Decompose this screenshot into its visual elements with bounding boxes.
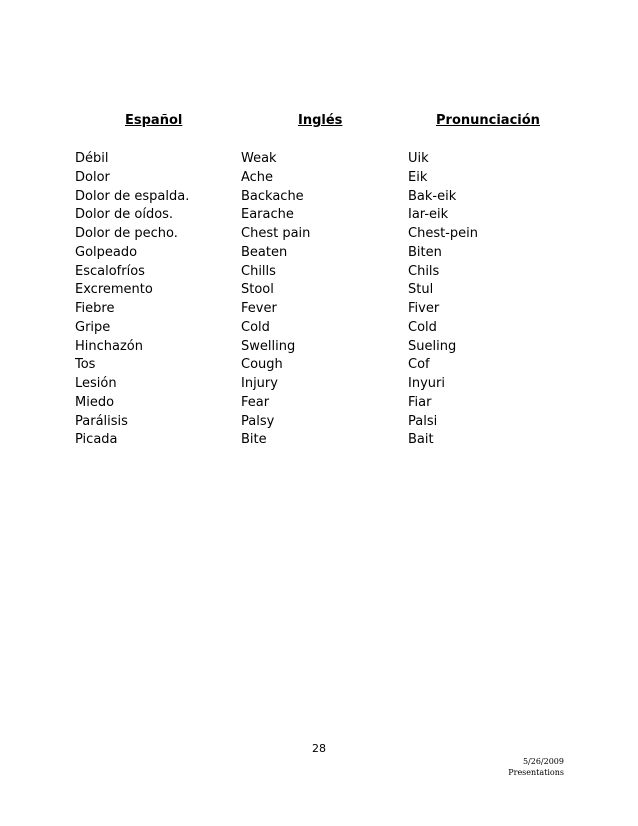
header-english: Inglés [298, 113, 343, 128]
cell-spanish: Miedo [75, 394, 115, 410]
cell-english: Bite [241, 432, 267, 448]
cell-pronunciation: Stul [408, 282, 434, 298]
cell-english: Swelling [241, 338, 296, 354]
table-row [0, 319, 638, 338]
table-row [0, 188, 638, 207]
table-row [0, 375, 638, 394]
cell-english: Stool [241, 282, 274, 298]
table-row [0, 169, 638, 188]
cell-english: Palsy [241, 413, 275, 429]
cell-pronunciation: Fiver [408, 301, 440, 316]
cell-pronunciation: Cof [408, 357, 430, 373]
cell-spanish: Golpeado [75, 244, 138, 260]
footer-label: Presentations [508, 768, 564, 777]
cell-pronunciation: Bak-eik [408, 188, 457, 204]
cell-english: Ache [241, 169, 274, 185]
cell-pronunciation: Chest-pein [408, 226, 478, 241]
cell-english: Beaten [241, 244, 288, 260]
page-number: 28 [312, 742, 326, 755]
cell-spanish: Picada [75, 432, 118, 448]
table-row [0, 356, 638, 375]
cell-pronunciation: Eik [408, 169, 428, 185]
cell-spanish: Escalofríos [75, 263, 145, 279]
footer [508, 756, 564, 778]
cell-spanish: Gripe [75, 319, 111, 335]
header-spanish: Español [125, 113, 183, 128]
table-row [0, 413, 638, 432]
cell-spanish: Lesión [75, 376, 117, 391]
cell-pronunciation: Fiar [408, 394, 432, 410]
cell-english: Cough [241, 357, 283, 373]
cell-spanish: Hinchazón [75, 338, 143, 354]
cell-spanish: Excremento [75, 282, 153, 298]
table-row [0, 244, 638, 263]
table-row [0, 150, 638, 169]
cell-spanish: Dolor de espalda. [75, 188, 190, 204]
cell-pronunciation: Chils [408, 263, 440, 279]
cell-pronunciation: Bait [408, 432, 434, 448]
cell-spanish: Parálisis [75, 413, 128, 429]
cell-pronunciation: Sueling [408, 338, 457, 354]
cell-spanish: Dolor de oídos. [75, 207, 174, 223]
table-row [0, 206, 638, 225]
table-row [0, 225, 638, 244]
header-pronunciation: Pronunciación [436, 113, 540, 128]
cell-spanish: Fiebre [75, 301, 115, 316]
cell-pronunciation: Uik [408, 151, 429, 166]
cell-english: Earache [241, 207, 294, 223]
table-row [0, 281, 638, 300]
cell-spanish: Débil [75, 151, 109, 166]
table-row [0, 263, 638, 282]
cell-pronunciation: Biten [408, 244, 442, 260]
cell-english: Injury [241, 376, 278, 391]
vocabulary-table [0, 150, 638, 450]
cell-spanish: Dolor de pecho. [75, 226, 178, 241]
cell-english: Fever [241, 301, 277, 316]
cell-english: Fear [241, 394, 270, 410]
cell-pronunciation: Iar-eik [408, 207, 449, 223]
cell-english: Backache [241, 188, 304, 204]
table-row [0, 338, 638, 357]
cell-english: Chest pain [241, 226, 311, 241]
table-row [0, 300, 638, 319]
cell-spanish: Tos [75, 357, 96, 373]
footer-date: 5/26/2009 [522, 757, 564, 766]
table-row [0, 431, 638, 450]
cell-pronunciation: Palsi [408, 413, 438, 429]
cell-english: Cold [241, 319, 270, 335]
cell-pronunciation: Inyuri [408, 376, 445, 391]
cell-english: Weak [241, 151, 277, 166]
cell-spanish: Dolor [75, 169, 110, 185]
cell-english: Chills [241, 263, 276, 279]
cell-pronunciation: Cold [408, 319, 437, 335]
table-row [0, 394, 638, 413]
